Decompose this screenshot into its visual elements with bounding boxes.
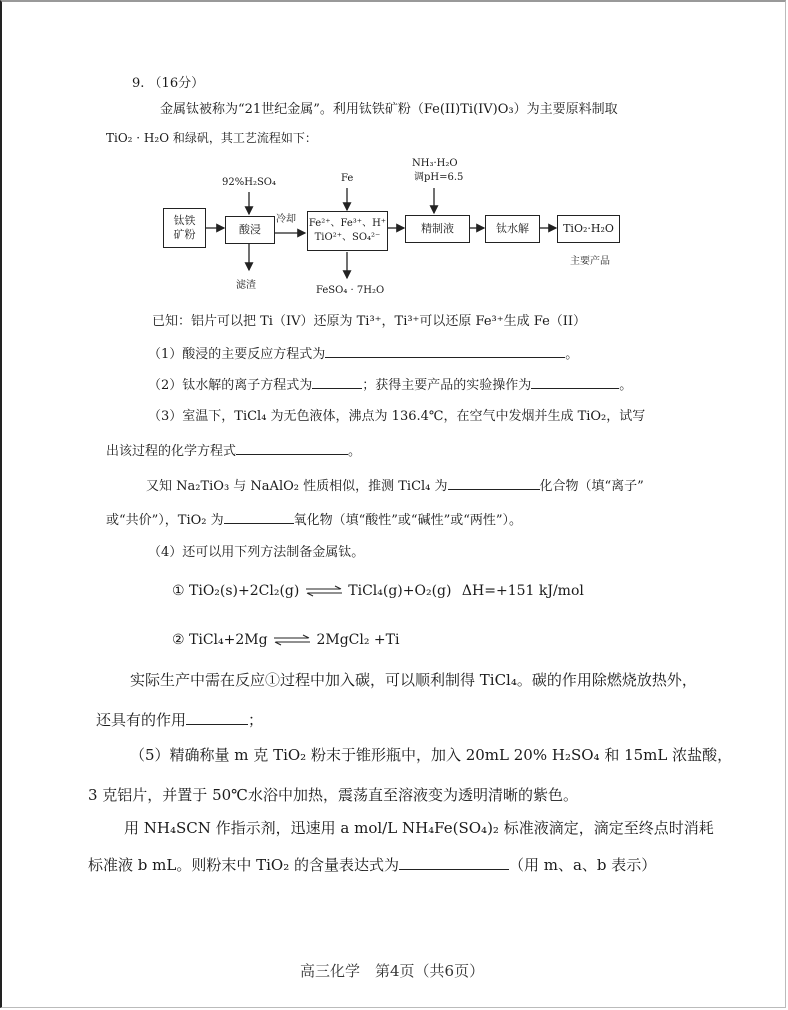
input-ammonia: NH₃·H₂O xyxy=(412,158,458,169)
subquestion-3-line-3 xyxy=(146,475,644,497)
equation-1-right: TiCl₄(g)+O₂(g) xyxy=(348,583,452,599)
answer-blank-2a[interactable] xyxy=(312,374,362,389)
subquestion-3-line-4 xyxy=(106,509,522,531)
question-number: 9. xyxy=(132,76,145,91)
flow-box-refined-liquid: 精制液 xyxy=(405,215,470,243)
subquestion-3-line-1: （3）室温下，TiCl₄ 为无色液体，沸点为 136.4℃，在空气中发烟并生成 TiO₂，试写 xyxy=(148,409,646,424)
subquestion-2-end: 。 xyxy=(619,378,633,393)
question-score: （16分） xyxy=(148,76,205,91)
answer-blank-3b[interactable] xyxy=(448,475,540,490)
equation-2-right: 2MgCl₂ +Ti xyxy=(316,632,400,648)
input-iron: Fe xyxy=(341,173,354,184)
subquestion-3-line-2-text: 出该过程的化学方程式 xyxy=(106,444,237,459)
equation-2 xyxy=(172,630,399,650)
intro-line-1: 金属钛被称为“21世纪金属”。利用钛铁矿粉（Fe(II)Ti(IV)O₃）为主要原料制取 xyxy=(160,102,618,117)
flow-box-ore: 钛铁 矿粉 xyxy=(163,208,206,248)
subquestion-4-paragraph-2-end: ； xyxy=(248,711,264,729)
subquestion-3-line-4-text-b: 氧化物（填“酸性”或“碱性”或“两性”）。 xyxy=(293,513,523,528)
flow-box-product: TiO₂·H₂O xyxy=(557,215,620,243)
label-main-product: 主要产品 xyxy=(570,256,610,267)
subquestion-3-line-2-end: 。 xyxy=(348,444,362,459)
answer-blank-2b[interactable] xyxy=(531,374,619,389)
subquestion-5-line-1: （5）精确称量 m 克 TiO₂ 粉末于锥形瓶中，加入 20mL 20% H₂SO₄ 和 15mL 浓盐酸， xyxy=(130,746,733,764)
answer-blank-3c[interactable] xyxy=(224,509,294,524)
subquestion-5-line-3: 用 NH₄SCN 作指示剂，迅速用 a mol/L NH₄Fe(SO₄)₂ 标准液滴定，滴定至终点时消耗 xyxy=(124,819,714,837)
label-cooling: 冷却 xyxy=(276,214,296,225)
subquestion-3-line-3-text-b: 化合物（填“离子” xyxy=(539,479,644,494)
subquestion-3-line-4-text-a: 或“共价”），TiO₂ 为 xyxy=(106,513,224,528)
subquestion-4-paragraph-1: 实际生产中需在反应①过程中加入碳，可以顺利制得 TiCl₄。碳的作用除燃烧放热外， xyxy=(130,671,697,689)
subquestion-1 xyxy=(148,343,578,365)
subquestion-1-text: （1）酸浸的主要反应方程式为 xyxy=(148,347,326,362)
answer-blank-5[interactable] xyxy=(399,855,509,870)
subquestion-4-paragraph-2-text: 还具有的作用 xyxy=(96,711,187,729)
equation-1-enthalpy: ΔH=+151 kJ/mol xyxy=(461,583,584,599)
subquestion-2-text-a: （2）钛水解的离子方程式为 xyxy=(148,378,313,393)
subquestion-4: （4）还可以用下列方法制备金属钛。 xyxy=(148,545,365,560)
subquestion-5-line-4-text-a: 标准液 b mL。则粉末中 TiO₂ 的含量表达式为 xyxy=(88,856,399,874)
input-sulfuric-acid: 92%H₂SO₄ xyxy=(222,177,277,188)
flow-box-acid-leach: 酸浸 xyxy=(225,216,275,244)
input-ph-adjust: 调pH=6.5 xyxy=(414,172,464,183)
equilibrium-arrow-icon xyxy=(304,585,344,597)
flow-box-solution-ions: Fe²⁺、Fe³⁺、H⁺ TiO²⁺、SO₄²⁻ xyxy=(307,211,388,251)
subquestion-4-paragraph-2 xyxy=(96,710,263,730)
flowchart-arrows xyxy=(0,0,788,310)
subquestion-2-text-b: ；获得主要产品的实验操作为 xyxy=(362,378,532,393)
equation-1-left: ① TiO₂(s)+2Cl₂(g) xyxy=(172,583,300,599)
output-residue: 滤渣 xyxy=(236,280,256,291)
subquestion-3-line-3-text-a: 又知 Na₂TiO₃ 与 NaAlO₂ 性质相似，推测 TiCl₄ 为 xyxy=(146,479,448,494)
subquestion-3-line-2 xyxy=(106,440,361,462)
subquestion-5-line-2: 3 克铝片，并置于 50℃水浴中加热，震荡直至溶液变为透明清晰的紫色。 xyxy=(88,786,578,804)
flow-box-titanium-hydrolysis: 钛水解 xyxy=(485,215,540,243)
subquestion-5-line-4 xyxy=(88,855,656,875)
equilibrium-arrow-icon xyxy=(272,634,312,646)
known-condition: 已知：铝片可以把 Ti（IV）还原为 Ti³⁺，Ti³⁺可以还原 Fe³⁺生成 Fe（II） xyxy=(152,314,587,329)
answer-blank-4[interactable] xyxy=(186,710,248,725)
intro-line-2: TiO₂ · H₂O 和绿矾，其工艺流程如下： xyxy=(106,131,317,145)
page-footer: 高三化学 第4页（共6页） xyxy=(300,962,485,980)
equation-2-left: ② TiCl₄+2Mg xyxy=(172,632,268,648)
subquestion-1-end: 。 xyxy=(565,347,579,362)
output-ferrous-sulfate: FeSO₄ · 7H₂O xyxy=(316,285,385,296)
answer-blank-1[interactable] xyxy=(325,343,565,358)
equation-1 xyxy=(172,581,584,601)
answer-blank-3a[interactable] xyxy=(236,440,348,455)
subquestion-5-line-4-text-b: （用 m、a、b 表示） xyxy=(508,856,657,874)
subquestion-2 xyxy=(148,374,632,396)
